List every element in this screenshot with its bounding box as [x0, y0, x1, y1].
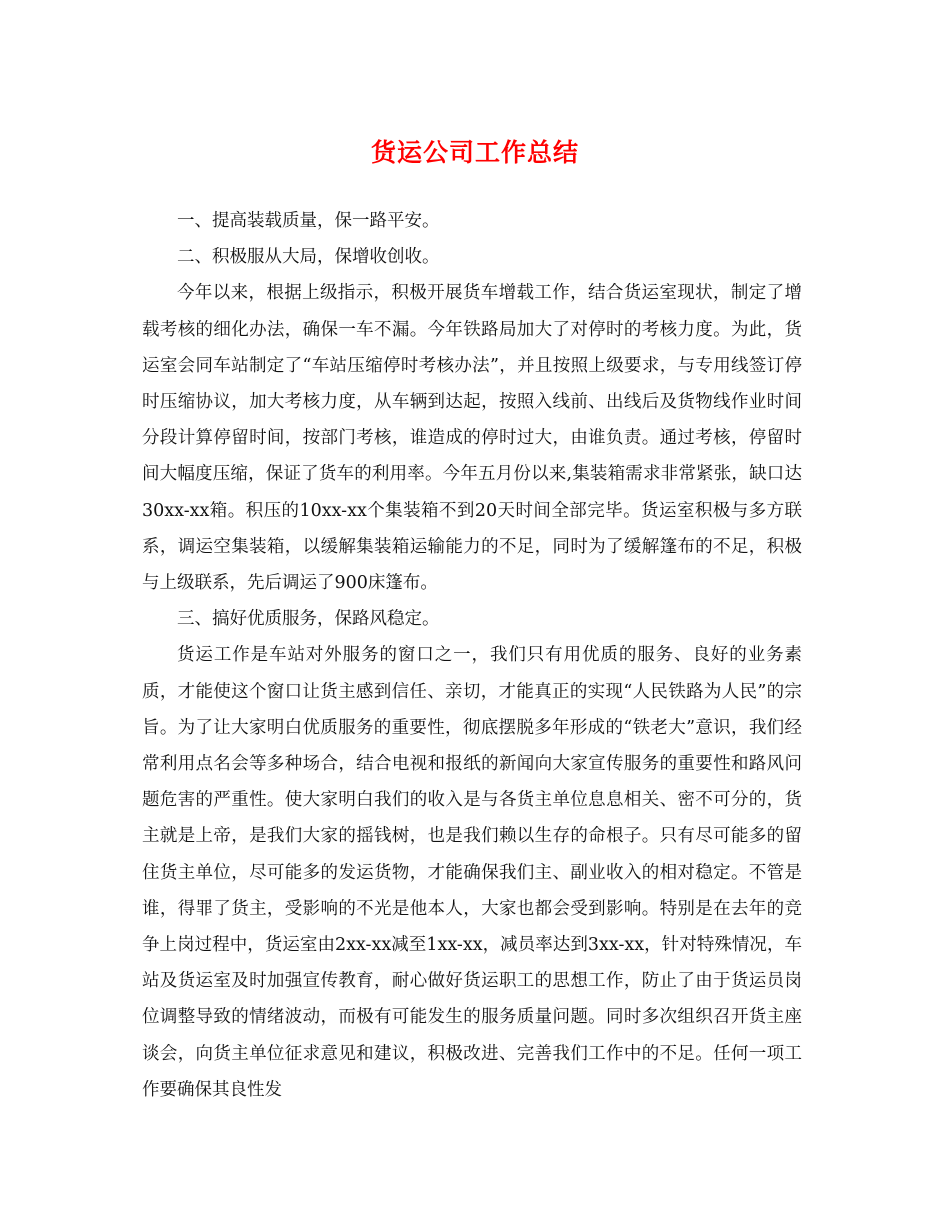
paragraph: 今年以来，根据上级指示，积极开展货车增载工作，结合货运室现状，制定了增载考核的细化办法，确保一车不漏。今年铁路局加大了对停时的考核力度。为此，货运室会同车站制定了“车站压缩停时考核办法”，并且按照上级要求，与专用线签订停时压缩协议，加大考核力度，从车辆到达起，按照入线前、出线后及货物线作业时间分段计算停留时间，按部门考核，谁造成的停时过大，由谁负责。通过考核，停留时间大幅度压缩，保证了货车的利用率。今年五月份以来,集装箱需求非常紧张，缺口达30xx-xx箱。积压的10xx-xx个集装箱不到20天时间全部完毕。货运室积极与多方联系，调运空集装箱，以缓解集装箱运输能力的不足，同时为了缓解篷布的不足，积极与上级联系，先后调运了900床篷布。: [142, 283, 802, 594]
section-heading-3: 三、搞好优质服务，保路风稳定。: [177, 609, 440, 630]
paragraph: 货运工作是车站对外服务的窗口之一，我们只有用优质的服务、良好的业务素质，才能使这个窗口让货主感到信任、亲切，才能真正的实现“人民铁路为人民”的宗旨。为了让大家明白优质服务的重要性，彻底摆脱多年形成的“铁老大”意识，我们经常利用点名会等多种场合，结合电视和报纸的新闻向大家宣传服务的重要性和路风问题危害的严重性。使大家明白我们的收入是与各货主单位息息相关、密不可分的，货主就是上帝，是我们大家的摇钱树，也是我们赖以生存的命根子。只有尽可能多的留住货主单位，尽可能多的发运货物，才能确保我们主、副业收入的相对稳定。不管是谁，得罪了货主，受影响的不光是他本人，大家也都会受到影响。特别是在去年的竞争上岗过程中，货运室由2xx-xx减至1xx-xx，减员率达到3xx-xx，针对特殊情况，车站及货运室及时加强宣传教育，耐心做好货运职工的思想工作，防止了由于货运员岗位调整导致的情绪波动，而极有可能发生的服务质量问题。同时多次组织召开货主座谈会，向货主单位征求意见和建议，积极改进、完善我们工作中的不足。任何一项工作要确保其良性发: [142, 645, 802, 1100]
section-heading-2: 二、积极服从大局，保增收创收。: [177, 247, 440, 268]
document-body: [142, 203, 802, 1108]
document-title: 货运公司工作总结: [370, 138, 579, 167]
section-heading-1: 一、提高装载质量，保一路平安。: [177, 211, 440, 231]
